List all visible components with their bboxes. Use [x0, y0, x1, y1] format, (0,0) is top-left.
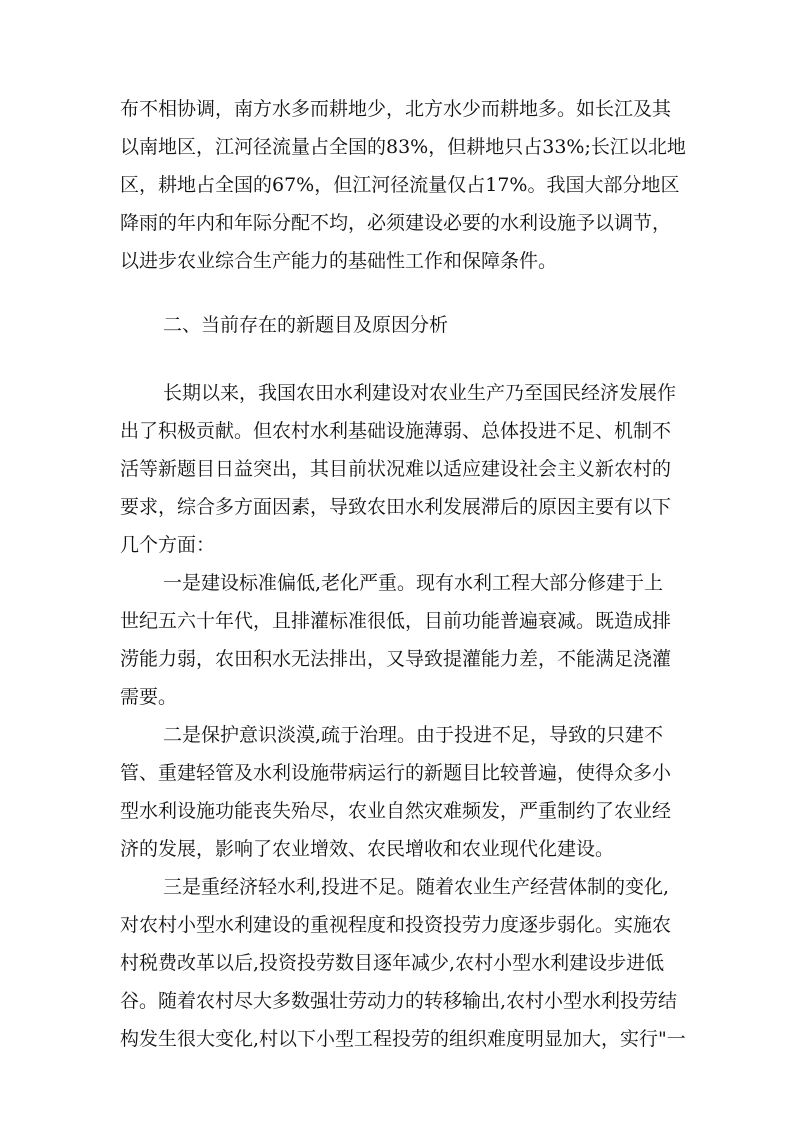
paragraph-5-line-5: 构发生很大变化,村以下小型工程投劳的组织难度明显加大，实行"一	[120, 1028, 686, 1050]
paragraph-3-line-1: 一是建设标准偏低,老化严重。现有水利工程大部分修建于上	[163, 572, 664, 594]
paragraph-1-line-1: 布不相协调，南方水多而耕地少，北方水少而耕地多。如长江及其	[120, 98, 672, 120]
paragraph-5-line-3: 村税费改革以后,投资投劳数目逐年减少,农村小型水利建设步进低	[120, 952, 665, 974]
paragraph-2-line-1: 长期以来，我国农田水利建设对农业生产乃至国民经济发展作	[163, 382, 677, 404]
paragraph-1-line-4: 降雨的年内和年际分配不均，必须建设必要的水利设施予以调节，	[120, 212, 672, 234]
paragraph-3-line-3: 涝能力弱，农田积水无法排出，又导致提灌能力差，不能满足浇灌	[120, 648, 672, 670]
paragraph-3-line-2: 世纪五六十年代，且排灌标准很低，目前功能普遍衰减。既造成排	[120, 610, 672, 632]
paragraph-4-line-3: 型水利设施功能丧失殆尽，农业自然灾难频发，严重制约了农业经	[120, 800, 672, 822]
paragraph-5-line-1: 三是重经济轻水利,投进不足。随着农业生产经营体制的变化,	[163, 876, 670, 898]
paragraph-1-line-2: 以南地区，江河径流量占全国的83%，但耕地只占33%;长江以北地	[120, 136, 686, 158]
paragraph-5-line-2: 对农村小型水利建设的重视程度和投资投劳力度逐步弱化。实施农	[120, 914, 672, 936]
paragraph-5-line-4: 谷。随着农村尽大多数强壮劳动力的转移输出,农村小型水利投劳结	[120, 990, 678, 1012]
paragraph-2-line-5: 几个方面：	[120, 534, 216, 556]
paragraph-3-line-4: 需要。	[120, 686, 178, 708]
section-heading: 二、当前存在的新题目及原因分析	[163, 314, 449, 336]
paragraph-1-line-3: 区，耕地占全国的67%，但江河径流量仅占17%。我国大部分地区	[120, 174, 680, 196]
paragraph-4-line-2: 管、重建轻管及水利设施带病运行的新题目比较普遍，使得众多小	[120, 762, 672, 784]
paragraph-4-line-1: 二是保护意识淡漠,疏于治理。由于投进不足，导致的只建不	[163, 724, 664, 746]
paragraph-4-line-4: 济的发展，影响了农业增效、农民增收和农业现代化建设。	[120, 838, 615, 860]
paragraph-2-line-2: 出了积极贡献。但农村水利基础设施薄弱、总体投进不足、机制不	[120, 420, 672, 442]
paragraph-2-line-4: 要求，综合多方面因素，导致农田水利发展滞后的原因主要有以下	[120, 496, 672, 518]
paragraph-1-line-5: 以进步农业综合生产能力的基础性工作和保障条件。	[120, 250, 558, 272]
paragraph-2-line-3: 活等新题目日益突出，其目前状况难以适应建设社会主义新农村的	[120, 458, 672, 480]
